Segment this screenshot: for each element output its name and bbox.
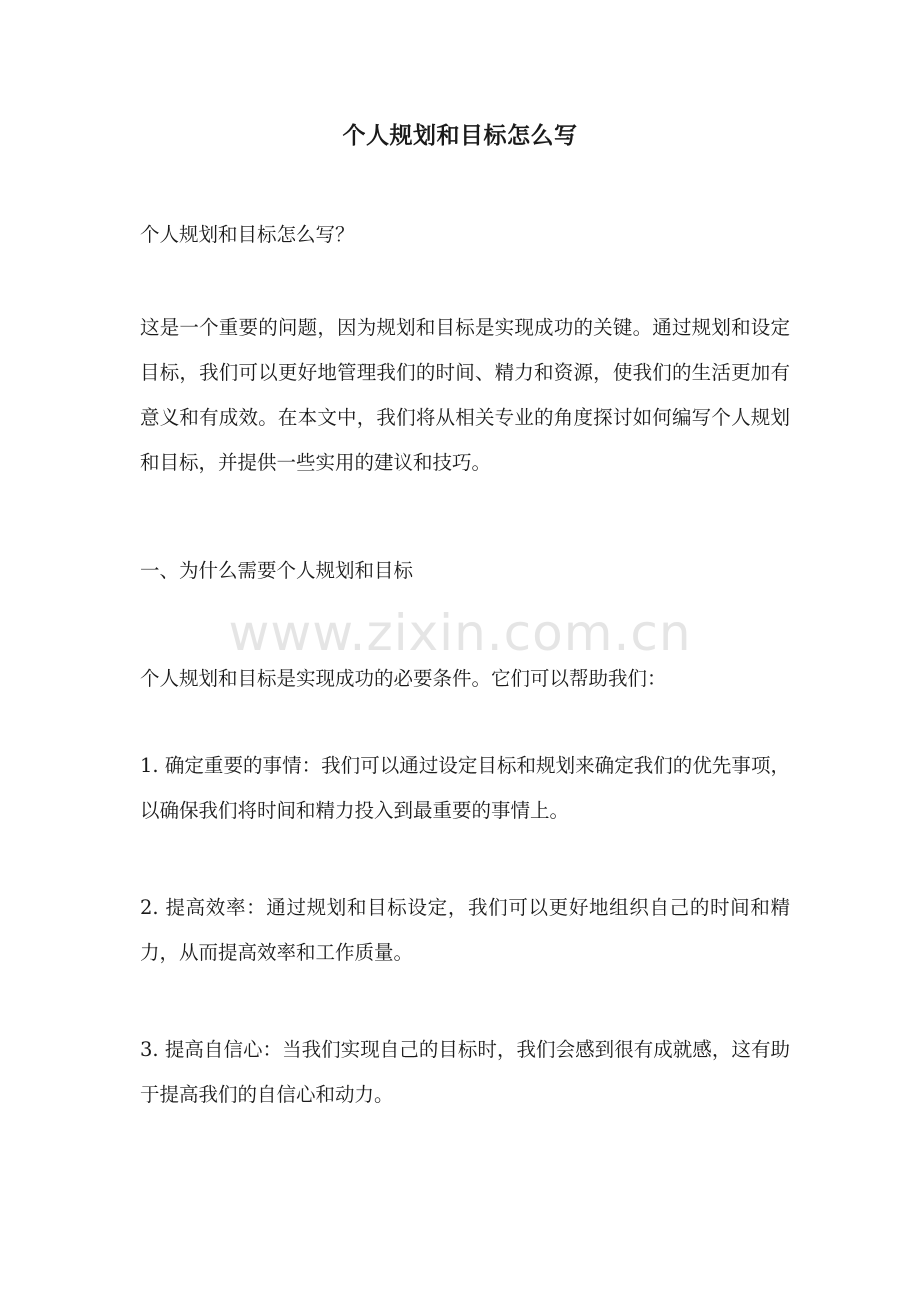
list-item-1: 1. 确定重要的事情：我们可以通过设定目标和规划来确定我们的优先事项，以确保我们将时间和精力投入到最重要的事情上。 [140,754,790,822]
watermark: www.zixin.com.cn [228,604,692,662]
question-paragraph: 个人规划和目标怎么写？ [140,223,355,246]
section-lead-paragraph: 个人规划和目标是实现成功的必要条件。它们可以帮助我们： [140,667,667,690]
intro-paragraph: 这是一个重要的问题，因为规划和目标是实现成功的关键。通过规划和设定目标，我们可以更好地管理我们的时间、精力和资源，使我们的生活更加有意义和有成效。在本文中，我们将从相关专业的角度探讨如何编写个人规划和目标，并提供一些实用的建议和技巧。 [140,316,790,474]
document-title: 个人规划和目标怎么写 [342,122,578,149]
section-heading-1: 一、为什么需要个人规划和目标 [140,559,414,582]
list-item-3: 3. 提高自信心：当我们实现自己的目标时，我们会感到很有成就感，这有助于提高我们的自信心和动力。 [140,1038,790,1106]
list-item-2: 2. 提高效率：通过规划和目标设定，我们可以更好地组织自己的时间和精力，从而提高效率和工作质量。 [140,896,790,964]
